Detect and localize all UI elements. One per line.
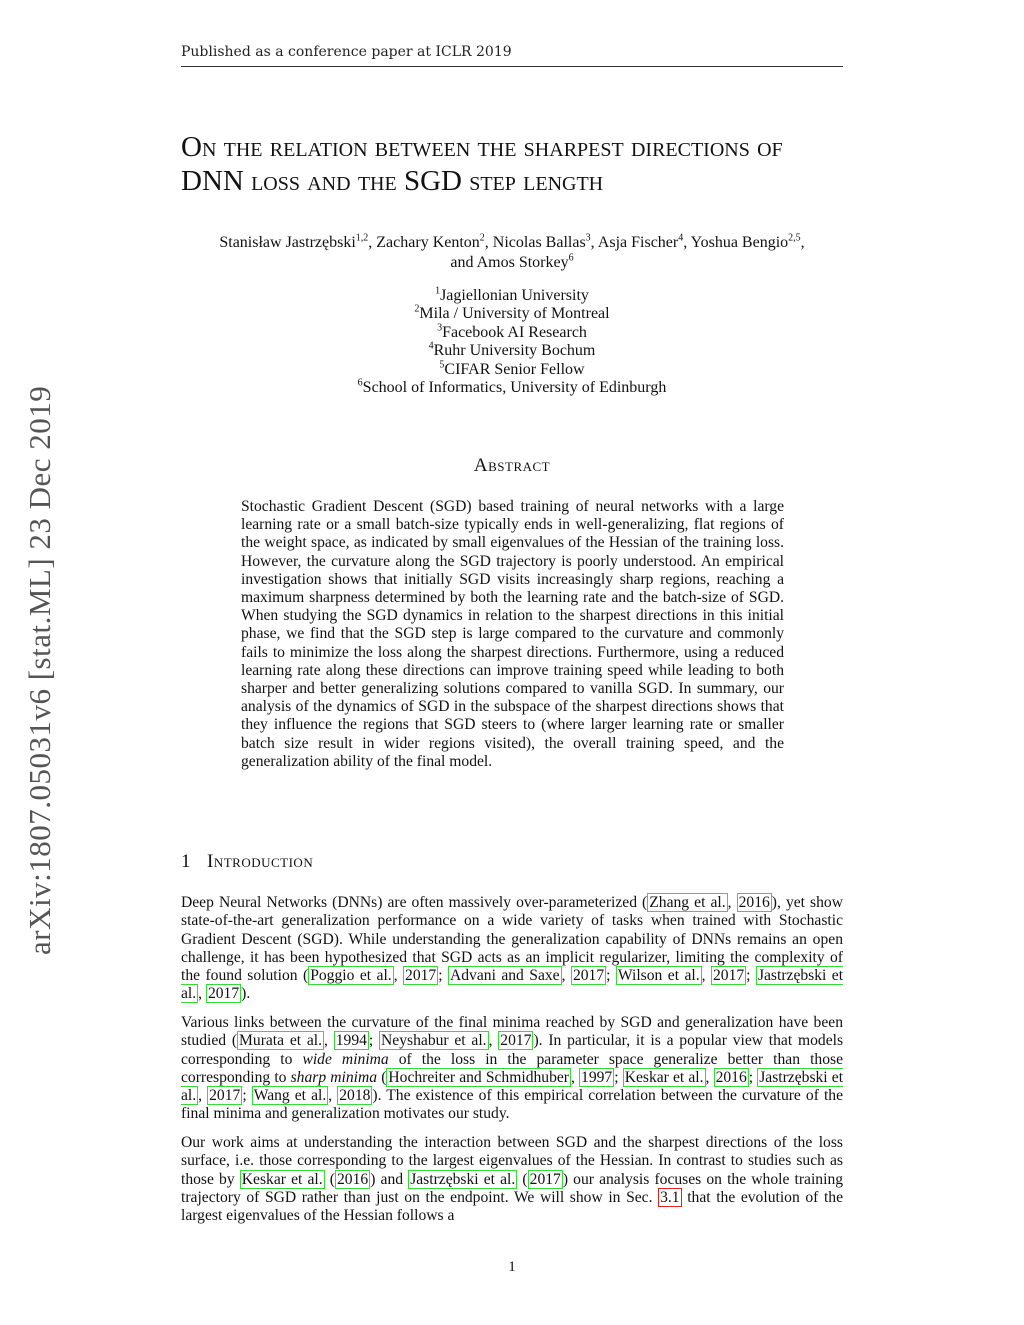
paragraph-text: ,: [488, 1032, 499, 1050]
citation-link[interactable]: 2017: [500, 1032, 532, 1050]
paragraph: [181, 894, 843, 1004]
citation-link[interactable]: 1994: [335, 1032, 367, 1050]
affiliation: $^2$Mila / University of Montreal: [414, 304, 610, 323]
paragraph-text: ,: [705, 1068, 714, 1086]
abstract-heading: Abstract: [473, 455, 551, 476]
author: Stanisław Jastrzębski$^{1,2}$,: [219, 232, 377, 251]
paragraph-text: Various links between the curvature of the final minima reached by SGD and generalization have been studied (: [181, 1014, 843, 1050]
paragraph-text: ). The existence of this empirical correlation between the curvature of the final minima and generalization motivates our study.: [181, 1087, 844, 1123]
paragraph: [181, 1134, 843, 1225]
paragraph-text: ,: [561, 967, 571, 985]
paragraph-text: ,: [727, 894, 737, 911]
paragraph-text: ,: [328, 1087, 338, 1105]
section-reference-link[interactable]: 3.1: [660, 1188, 680, 1206]
arxiv-identifier: arXiv:1807.05031v6 [stat.ML] 23 Dec 2019: [22, 385, 57, 955]
emphasis-text: sharp minima: [290, 1068, 378, 1086]
paragraph-text: ) and: [370, 1170, 409, 1188]
citation-link[interactable]: Zhang et al.: [649, 894, 726, 911]
paragraph-text: that the evolution of the largest eigenvalues of the Hessian follows a: [181, 1188, 843, 1225]
citation-link[interactable]: Jastrzębski et al.: [410, 1170, 516, 1188]
citation-link[interactable]: Murata et al.: [239, 1032, 323, 1050]
abstract-text: Stochastic Gradient Descent (SGD) based training of neural networks with a large learning rate or a small batch-size typically ends in well-generalizing, flat regions of the weight space, as indicated by small eigenvalues of the Hessian of the training loss. However, the curvature along the SGD trajectory is poorly understood. An empirical investigation shows that initially SGD visits increasingly sharp regions, reaching a maximum sharpness determined by both the learning rate and the batch-size of SGD. When studying the SGD dynamics in relation to the sharpest directions in this initial phase, we find that the SGD step is large compared to the curvature and commonly fails to minimize the loss along the sharpest directions. Furthermore, using a reduced learning rate along these directions can improve training speed while leading to both sharper and better generalizing solutions compared to vanilla SGD. In summary, our analysis of the dynamics of SGD in the subspace of the sharpest directions shows that they influence the regions that SGD steers to (where larger learning rate or smaller batch size result in wider regions visited), the overall training speed, and the generalization ability of the final model.: [241, 498, 784, 770]
paragraph-text: ), yet show state-of-the-art generalization performance on a wide variety of tasks when trained with Stochastic Gradient Descent (SGD). While understanding the generalization capability of DNNs remains an open challenge, it has been hypothesized that SGD acts as an implicit regularizer, limiting the complexity of the found solution (: [181, 894, 843, 985]
section-title: Introduction: [207, 851, 314, 872]
citation-link[interactable]: Neyshabur et al.: [381, 1032, 487, 1050]
paragraph-text: ).: [241, 985, 251, 1003]
section-heading: [181, 851, 843, 873]
paragraph-text: ;: [368, 1032, 380, 1050]
citation-link[interactable]: 2017: [209, 1087, 241, 1105]
paragraph-text: ;: [606, 967, 616, 985]
paragraph-text: ,: [571, 1068, 580, 1086]
paragraph-text: ). In particular, it is a popular view that models corresponding to: [181, 1032, 844, 1068]
citation-link[interactable]: 2018: [339, 1087, 371, 1105]
affiliation: $^1$Jagiellonian University: [435, 285, 589, 304]
author: Zachary Kenton$^2$,: [376, 232, 493, 251]
citation-link[interactable]: Keskar et al.: [624, 1068, 704, 1086]
citation-link[interactable]: Wang et al.: [253, 1087, 327, 1105]
citation-link[interactable]: 2017: [529, 1170, 561, 1188]
page-number: 1: [508, 1259, 516, 1275]
citation-link[interactable]: Jastrzębski et al.: [181, 1068, 844, 1105]
affiliation: $^5$CIFAR Senior Fellow: [439, 359, 585, 378]
paragraph-text: ) our analysis focuses on the whole training trajectory of SGD rather than just on the endpoint. We will show in Sec.: [181, 1170, 844, 1206]
section-number: 1: [181, 851, 191, 872]
paragraph-text: (: [517, 1170, 528, 1188]
paragraph-text: ,: [198, 985, 206, 1003]
paragraph-text: ;: [438, 967, 448, 985]
paragraph-text: ,: [701, 967, 711, 985]
citation-link[interactable]: Hochreiter and Schmidhuber: [388, 1068, 569, 1086]
paragraph-text: ;: [614, 1068, 623, 1086]
citation-link[interactable]: 2017: [572, 967, 605, 985]
paragraph-text: ,: [198, 1087, 208, 1105]
paragraph-text: Our work aims at understanding the interaction between SGD and the sharpest directions of the loss surface, i.e. those corresponding to the largest eigenvalues of the Hessian. In contrast to studies such as those by: [181, 1134, 843, 1188]
author: Nicolas Ballas$^3$,: [492, 232, 598, 251]
emphasis-text: wide minima: [302, 1050, 389, 1068]
paragraph: [181, 1014, 843, 1124]
citation-link[interactable]: 2017: [712, 967, 745, 985]
paragraph-text: (: [324, 1170, 335, 1188]
running-header: Published as a conference paper at ICLR 2019: [181, 44, 512, 60]
paragraph-text: (: [377, 1068, 387, 1086]
author-list: [181, 233, 843, 273]
paragraph-text: ;: [746, 967, 756, 985]
header-rule: [181, 66, 843, 67]
paragraph-text: ;: [242, 1087, 252, 1105]
citation-link[interactable]: Poggio et al.: [310, 967, 392, 985]
citation-link[interactable]: 2017: [207, 985, 240, 1003]
citation-link[interactable]: 1997: [581, 1068, 613, 1086]
affiliation-list: [181, 287, 843, 397]
affiliation: $^4$Ruhr University Bochum: [428, 340, 596, 360]
citation-link[interactable]: Keskar et al.: [241, 1170, 323, 1188]
citation-link[interactable]: 2017: [405, 967, 437, 985]
citation-link[interactable]: 2016: [738, 894, 770, 911]
paragraph-text: ;: [748, 1068, 758, 1086]
paragraph-text: of the loss in the parameter space generalize better than those corresponding to: [181, 1050, 843, 1086]
citation-link[interactable]: Advani and Saxe: [450, 967, 560, 985]
paper-title: On the relation between the sharpest directions of DNN loss and the SGD step length: [181, 131, 783, 197]
paragraph-text: Deep Neural Networks (DNNs) are often massively over-parameterized (: [181, 894, 648, 911]
citation-link[interactable]: 2016: [715, 1068, 747, 1086]
affiliation: $^3$Facebook AI Research: [437, 322, 587, 341]
citation-link[interactable]: Wilson et al.: [617, 967, 700, 985]
paragraph-text: ,: [393, 967, 404, 985]
paragraph-text: ,: [324, 1032, 334, 1050]
affiliation: $^6$School of Informatics, University of Edinburgh: [357, 377, 667, 397]
citation-link[interactable]: 2016: [337, 1170, 369, 1188]
citation-link[interactable]: Jastrzębski et al.: [181, 967, 844, 1003]
author: and Amos Storkey$^6$: [450, 252, 574, 271]
author: Yoshua Bengio$^{2,5}$,: [690, 232, 805, 251]
author: Asja Fischer$^4$,: [597, 232, 691, 251]
